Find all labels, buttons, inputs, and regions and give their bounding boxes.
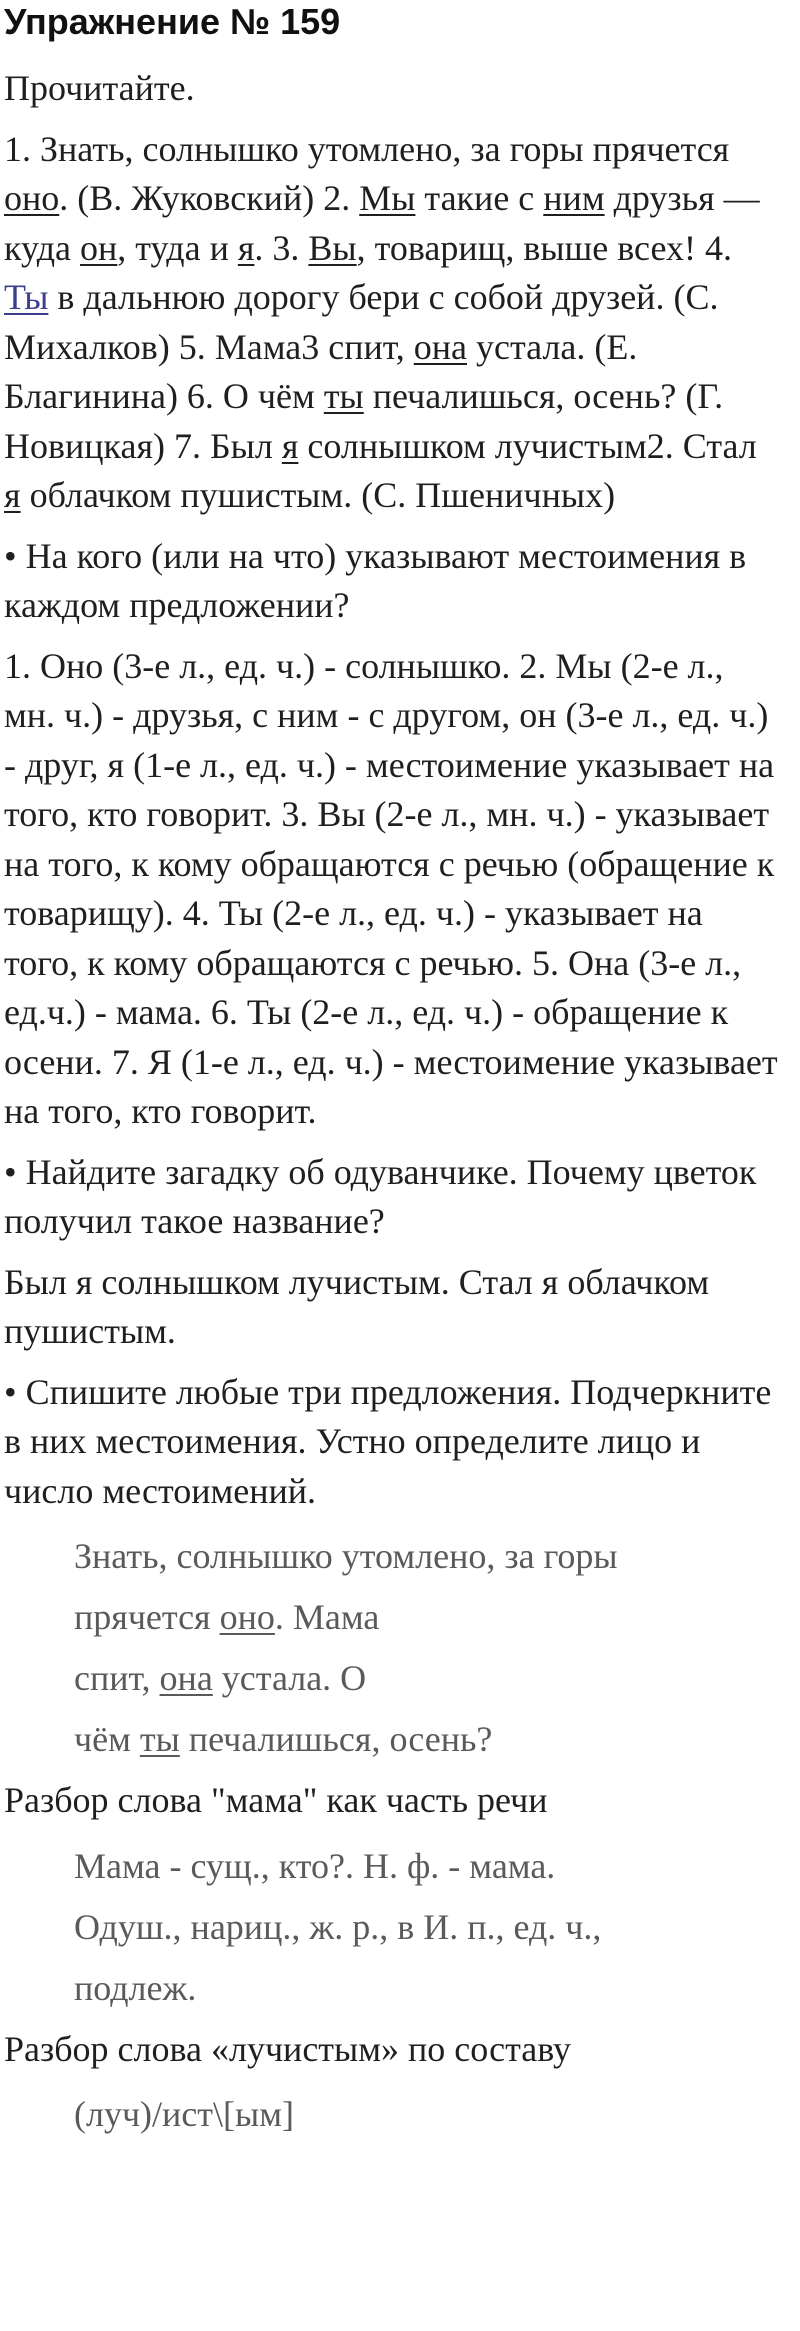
underlined-pronoun: он	[80, 227, 118, 268]
parse-luch-heading: Разбор слова «лучистым» по составу	[4, 2028, 572, 2069]
underlined-pronoun: я	[237, 227, 255, 268]
parse-luch	[4, 2084, 782, 2145]
text-fragment: печалишься, осень? (Г. Новицкая) 7. Был	[4, 376, 724, 466]
text-fragment: . (В. Жуковский) 2.	[59, 178, 360, 218]
copied-line: Знать, солнышко утомлено, за горы	[74, 1536, 618, 1576]
text-fragment: такие с	[415, 178, 544, 218]
parse-line: Одуш., нариц., ж. р., в И. п., ед. ч.,	[74, 1906, 602, 1947]
text-fragment: , товарищ, выше всех! 4.	[356, 227, 732, 268]
exercise-text	[4, 125, 782, 521]
answer-dandelion-riddle: Был я солнышком лучистым. Стал я облачком пушистым.	[4, 1261, 710, 1351]
text-fragment: . Мама	[274, 1597, 380, 1637]
answer-pronouns-reference: 1. Оно (3-е л., ед. ч.) - солнышко. 2. Мы (2-е л., мн. ч.) - друзья, с ним - с другом, он (3-е л., ед. ч.) - друг, я (1-е л., ед. ч.) - местоимение указывает на того, кто говорит. 3. Вы (2-е л., мн. ч.) - указывает на того, к кому обращаются с речью (обращение к товарищу). 4. Ты (2-е л., ед. ч.) - указывает на того, к кому обращаются с речью. 5. Она (3-е л., ед.ч.) - мама. 6. Ты (2-е л., ед. ч.) - обращение к осени. 7. Я (1-е л., ед. ч.) - местоимение указывает на того, кто говорит.	[4, 645, 778, 1131]
text-fragment: в дальнюю дорогу бери с собой друзей. (С. Михалков) 5. Мама3 спит,	[4, 277, 719, 367]
copied-line	[4, 1587, 782, 1648]
morpheme-parse: (луч)/ист\[ым]	[74, 2094, 294, 2134]
underlined-pronoun: я	[4, 475, 21, 515]
parse-line: подлеж.	[74, 1967, 197, 2008]
text-fragment: чём	[74, 1719, 140, 1759]
text-fragment: , туда и	[117, 227, 238, 268]
text-fragment: печалишься, осень?	[179, 1719, 493, 1759]
text-fragment: устала. О	[212, 1658, 367, 1698]
text-fragment: устала. (Е. Благинина) 6. О чём	[4, 326, 638, 416]
underlined-pronoun: я	[281, 425, 299, 466]
text-fragment: . 3.	[254, 227, 309, 268]
underlined-pronoun: ты	[139, 1719, 180, 1759]
text-fragment: друзья — куда	[4, 178, 760, 268]
underlined-pronoun: оно	[4, 178, 60, 218]
exercise-title: Упражнение № 159	[4, 1, 341, 42]
text-fragment: облачком пушистым. (С. Пшеничных)	[20, 475, 616, 515]
question-pronouns-reference: • На кого (или на что) указывают местоимения в каждом предложении?	[4, 535, 747, 625]
underlined-pronoun: Вы	[308, 227, 357, 268]
underlined-pronoun: ним	[543, 178, 605, 218]
text-fragment: прячется	[74, 1597, 220, 1637]
text-fragment: солнышком лучистым2. Стал	[298, 425, 757, 466]
underlined-pronoun: она	[159, 1658, 213, 1698]
question-copy-sentences: • Спишите любые три предложения. Подчеркните в них местоимения. Устно определите лицо и число местоимений.	[4, 1371, 772, 1511]
underlined-pronoun: Ты	[4, 277, 49, 317]
underlined-pronoun: Мы	[359, 178, 416, 218]
underlined-pronoun: она	[413, 326, 467, 367]
parse-mama-heading: Разбор слова "мама" как часть речи	[4, 1780, 548, 1820]
parse-mama	[4, 1836, 782, 2019]
text-fragment: 1. Знать, солнышко утомлено, за горы прячется	[4, 128, 730, 169]
text-fragment: спит,	[74, 1658, 160, 1698]
underlined-pronoun: ты	[323, 376, 364, 416]
underlined-pronoun: оно	[219, 1597, 275, 1637]
copied-sentences	[4, 1526, 782, 1770]
parse-line: Мама - сущ., кто?. Н. ф. - мама.	[74, 1845, 556, 1886]
copied-line	[4, 1648, 782, 1709]
copied-line	[4, 1709, 782, 1770]
read-instruction: Прочитайте.	[4, 68, 195, 108]
question-dandelion-riddle: • Найдите загадку об одуванчике. Почему цветок получил такое название?	[4, 1151, 757, 1241]
